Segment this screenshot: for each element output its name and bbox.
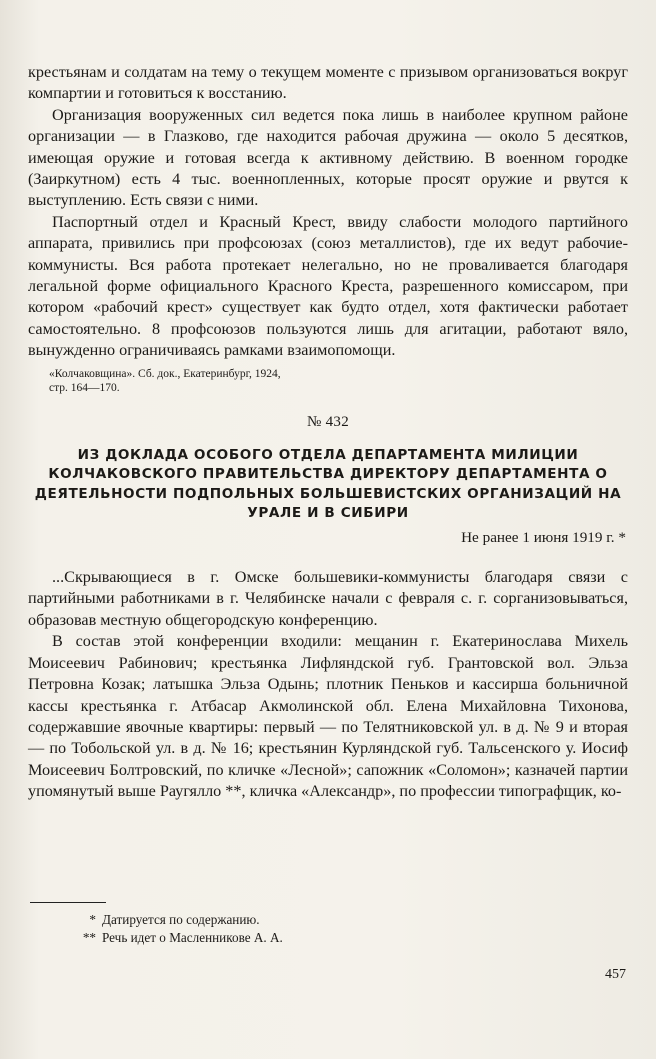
source-citation: «Колчаковщина». Сб. док., Екатеринбург, 1924, стр. 164—170. (49, 367, 281, 394)
footnote-item (80, 929, 480, 947)
section-gap (28, 547, 628, 567)
document-date: Не ранее 1 июня 1919 г. * (461, 529, 626, 547)
footnote-mark: * (89, 912, 96, 927)
footnote-divider (30, 902, 106, 903)
footnote-text: Датируется по содержанию. (102, 912, 260, 927)
page-body (28, 62, 628, 803)
paragraph-passport-red-cross: Паспортный отдел и Красный Крест, ввиду слабости молодого партийного аппарата, привились при профсоюзах (союз металлистов), где их ведут рабочие-коммунисты. Вся работа протекает нелегально, но не проваливается благодаря легальной форме официального Красного Креста, разрешенного комиссаром, при котором «рабочий крест» существует как будто отдел, хотя фактически работает самостоятельно. 8 профсоюзов пользуются лишь для агитации, работают вяло, вынужденно ограничиваясь рамками взаимопомощи. (28, 212, 628, 360)
paragraph-conference-members: В состав этой конференции входили: мещанин г. Екатеринослава Михель Моисеевич Рабинович; крестьянка Лифляндской губ. Грантовской вол. Эльза Петровна Козак; латышка Эльза Одынь; плотник Пеньков и кассирша больничной кассы крестьянка г. Атбасар Акмолинской обл. Елена Михайловна Тихонова, содержавшие явочные квартиры: первый — по Телятниковской ул. в д. № 9 и вторая — по Тобольской ул. в д. № 16; крестьянин Курляндской губ. Тальсенского у. Иосиф Моисеевич Болтровский, по кличке «Лесной»; сапожник «Соломон»; казначей партии упомянутый выше Раугялло **, кличка «Александр», по профессии типографщик, ко- (28, 632, 628, 801)
footnote-item (80, 911, 480, 929)
paragraph-omsk-conference: ...Скрывающиеся в г. Омске большевики-коммунисты благодаря связи с партийными работниками в г. Челябинске начали с февраля с. г. сорганизовываться, образовав местную общегородскую конференцию. (28, 568, 628, 629)
page-number: 457 (605, 967, 626, 982)
footnote-mark: ** (82, 930, 96, 945)
document-number: № 432 (306, 413, 350, 430)
footnotes (80, 902, 480, 947)
paragraph-armed-forces: Организация вооруженных сил ведется пока лишь в наиболее крупном районе организации — в Глазково, где находится рабочая дружина — около 5 десятков, имеющая оружие и готовая всегда к активному действию. В военном городке (Заиркутном) есть 4 тыс. военнопленных, которые просят оружие и рвутся к выступлению. Есть связи с ними. (28, 105, 628, 210)
footnote-text: Речь идет о Масленникове А. А. (102, 930, 283, 945)
document-heading: ИЗ ДОКЛАДА ОСОБОГО ОТДЕЛА ДЕПАРТАМЕНТА МИЛИЦИИ КОЛЧАКОВСКОГО ПРАВИТЕЛЬСТВА ДИРЕКТОРУ ДЕПАРТАМЕНТА О ДЕЯТЕЛЬНОСТИ ПОДПОЛЬНЫХ БОЛЬШЕВИСТСКИХ ОРГАНИЗАЦИЙ НА УРАЛЕ И В СИБИРИ (34, 446, 622, 522)
paragraph-continuation: крестьянам и солдатам на тему о текущем моменте с призывом организоваться вокруг компартии и готовиться к восстанию. (28, 63, 628, 103)
